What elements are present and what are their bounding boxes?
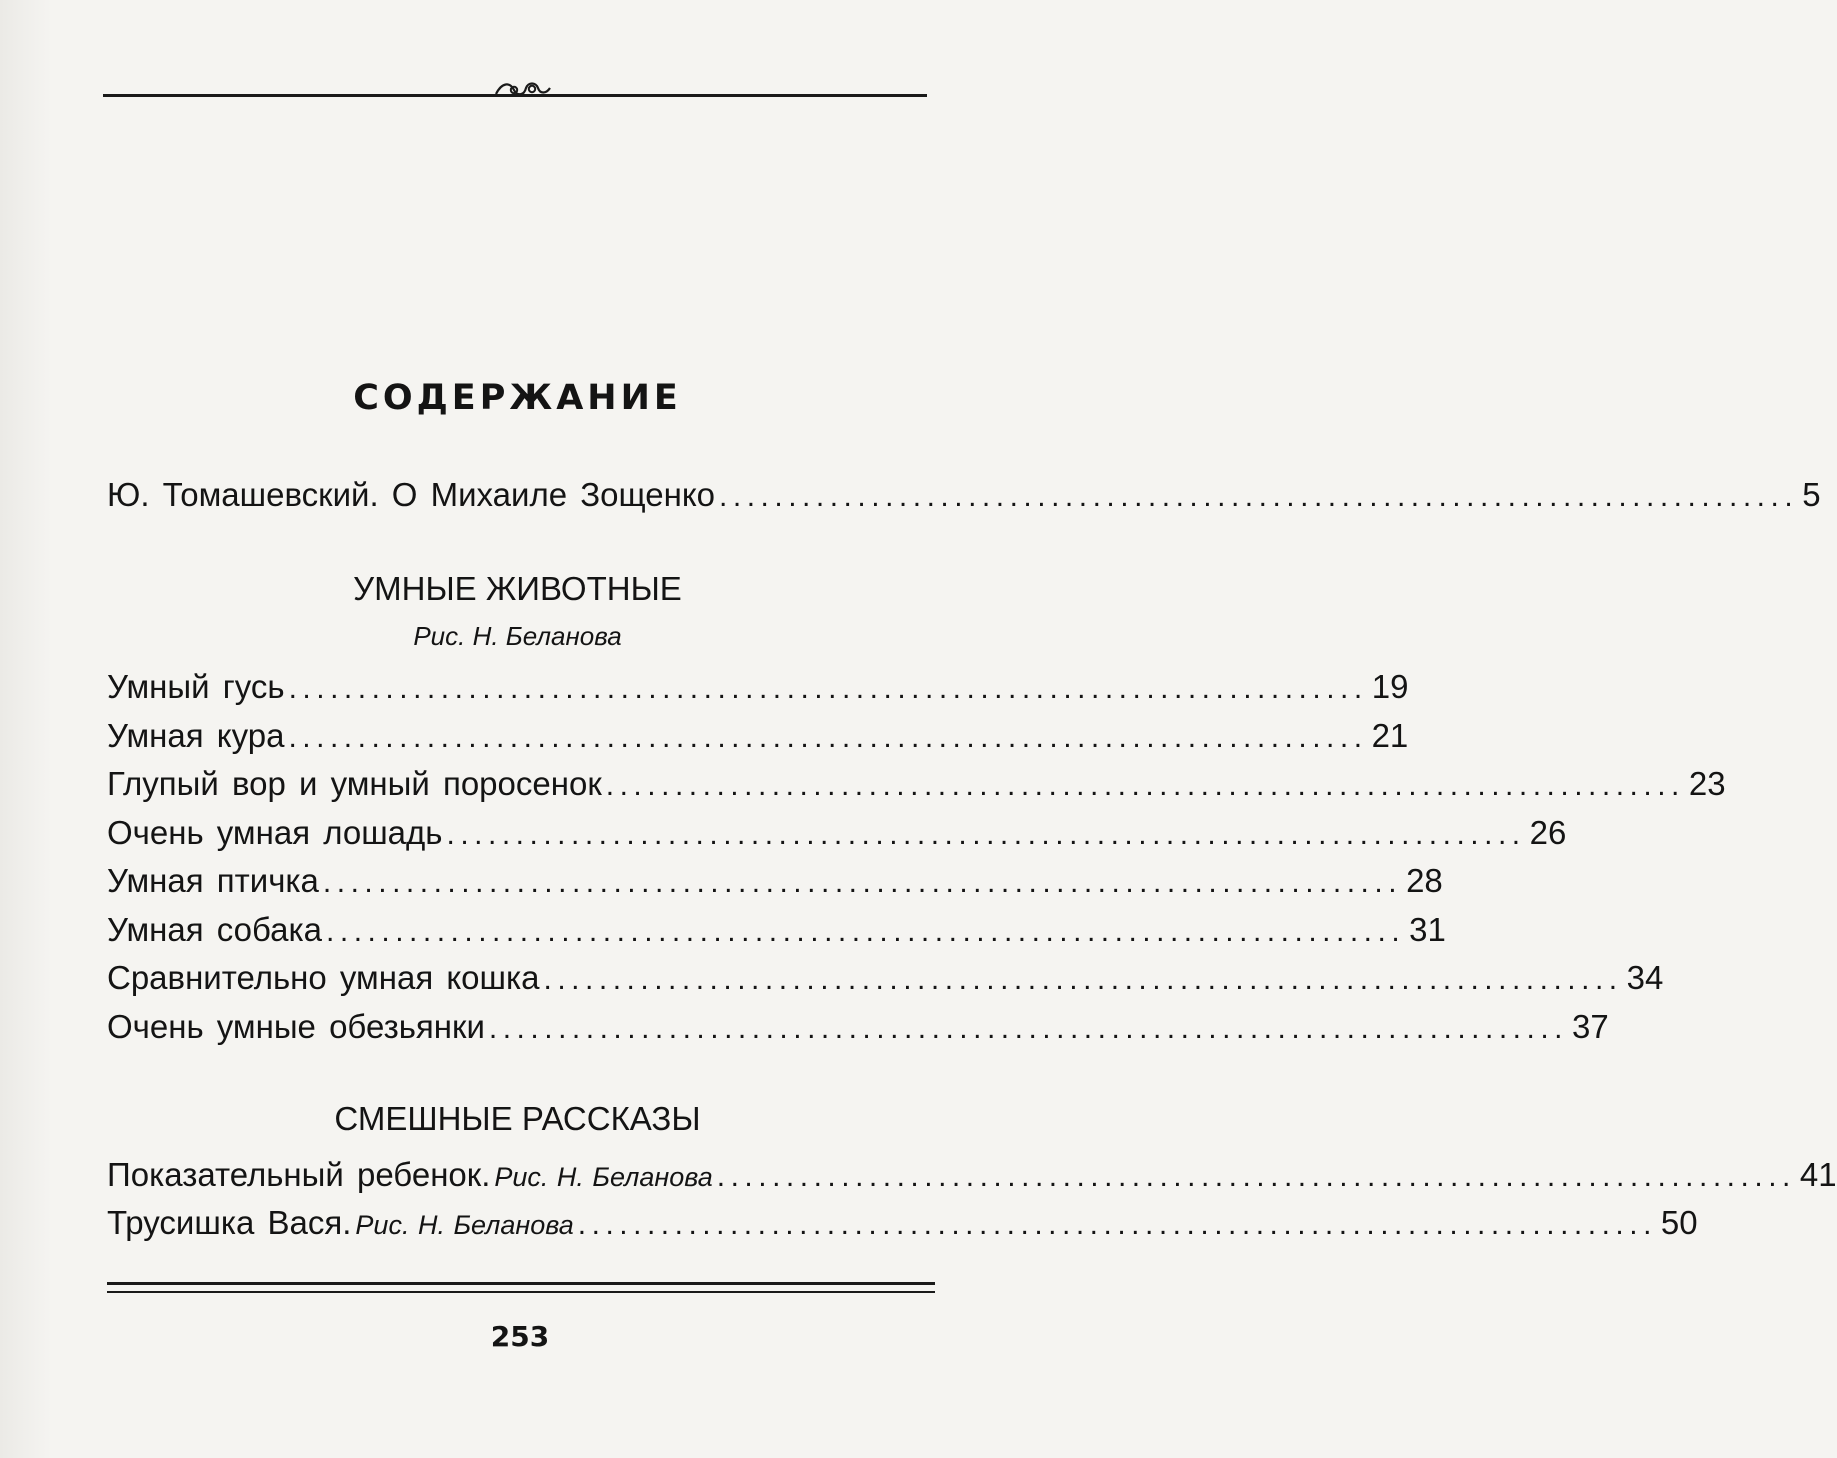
toc-entry-title: Глупый вор и умный поросенок [107,765,602,802]
toc-entry-page: 28 [1406,862,1443,899]
leader-dots: .............................................................................. [326,915,1406,948]
toc-entry [107,765,1726,813]
leader-dots: .............................................................................. [719,480,1799,513]
toc-entry-page: 37 [1572,1008,1609,1045]
leader-dots: .............................................................................. [716,1160,1796,1193]
toc-entry-title: Умная кура [107,717,285,754]
leader-dots: .............................................................................. [605,769,1685,802]
toc-entry [107,1156,1837,1204]
leader-dots: .............................................................................. [446,818,1526,851]
toc-entry-page: 50 [1660,1204,1698,1241]
toc-entry-title [107,1156,713,1194]
toc-entry [107,959,1664,1007]
toc-entry-page: 26 [1529,814,1567,851]
toc-entry-page: 23 [1688,765,1726,802]
section-illustrator: Рис. Н. Беланова [413,621,622,651]
toc-entry [107,717,1409,765]
toc-entry-title-text: Показательный ребенок. [107,1156,491,1193]
footer-rule [107,1282,935,1285]
leader-dots: .............................................................................. [322,866,1403,899]
leader-dots: .............................................................................. [288,721,1368,754]
leader-dots: .............................................................................. [488,1012,1569,1045]
toc-entry [107,1204,1698,1252]
toc-entry-illustrator: Рис. Н. Беланова [494,1162,713,1192]
page-number: 253 [490,1320,550,1353]
page-margin-shading [0,0,52,1458]
toc-entry-page: 19 [1371,668,1409,705]
toc-entry-page: 41 [1799,1156,1837,1193]
section-title: СМЕШНЫЕ РАССКАЗЫ [334,1100,701,1137]
toc-entry-title: Умная собака [107,911,323,948]
toc-entry [107,862,1443,910]
section-title: УМНЫЕ ЖИВОТНЫЕ [353,570,682,607]
toc-entry-page: 21 [1371,717,1409,754]
toc-entry-title: Ю. Томашевский. О Михаиле Зощенко [107,476,716,513]
toc-entry-illustrator: Рис. Н. Беланова [355,1210,574,1240]
page-title: СОДЕРЖАНИЕ [353,378,682,418]
toc-entry-page: 31 [1409,911,1446,948]
toc-entry [107,1008,1609,1056]
header-rule [103,94,927,97]
toc-entry-title: Сравнительно умная кошка [107,959,540,996]
toc-entry-title: Очень умные обезьянки [107,1008,485,1045]
toc-entry [107,911,1446,959]
leader-dots: .............................................................................. [577,1208,1657,1241]
toc-entry-title [107,1204,574,1242]
leader-dots: .............................................................................. [543,963,1623,996]
leader-dots: .............................................................................. [288,672,1368,705]
toc-entry-title-text: Трусишка Вася. [107,1204,352,1241]
toc-entry-title: Очень умная лошадь [107,814,443,851]
toc-entry-title: Умный гусь [107,668,285,705]
toc-entry-page: 34 [1626,959,1664,996]
footer-rule-thin [107,1291,935,1293]
toc-entry-title: Умная птичка [107,862,319,899]
toc-entry [107,814,1567,862]
toc-entry-intro [107,476,1821,524]
toc-entry [107,668,1409,716]
toc-entry-page: 5 [1802,476,1821,513]
